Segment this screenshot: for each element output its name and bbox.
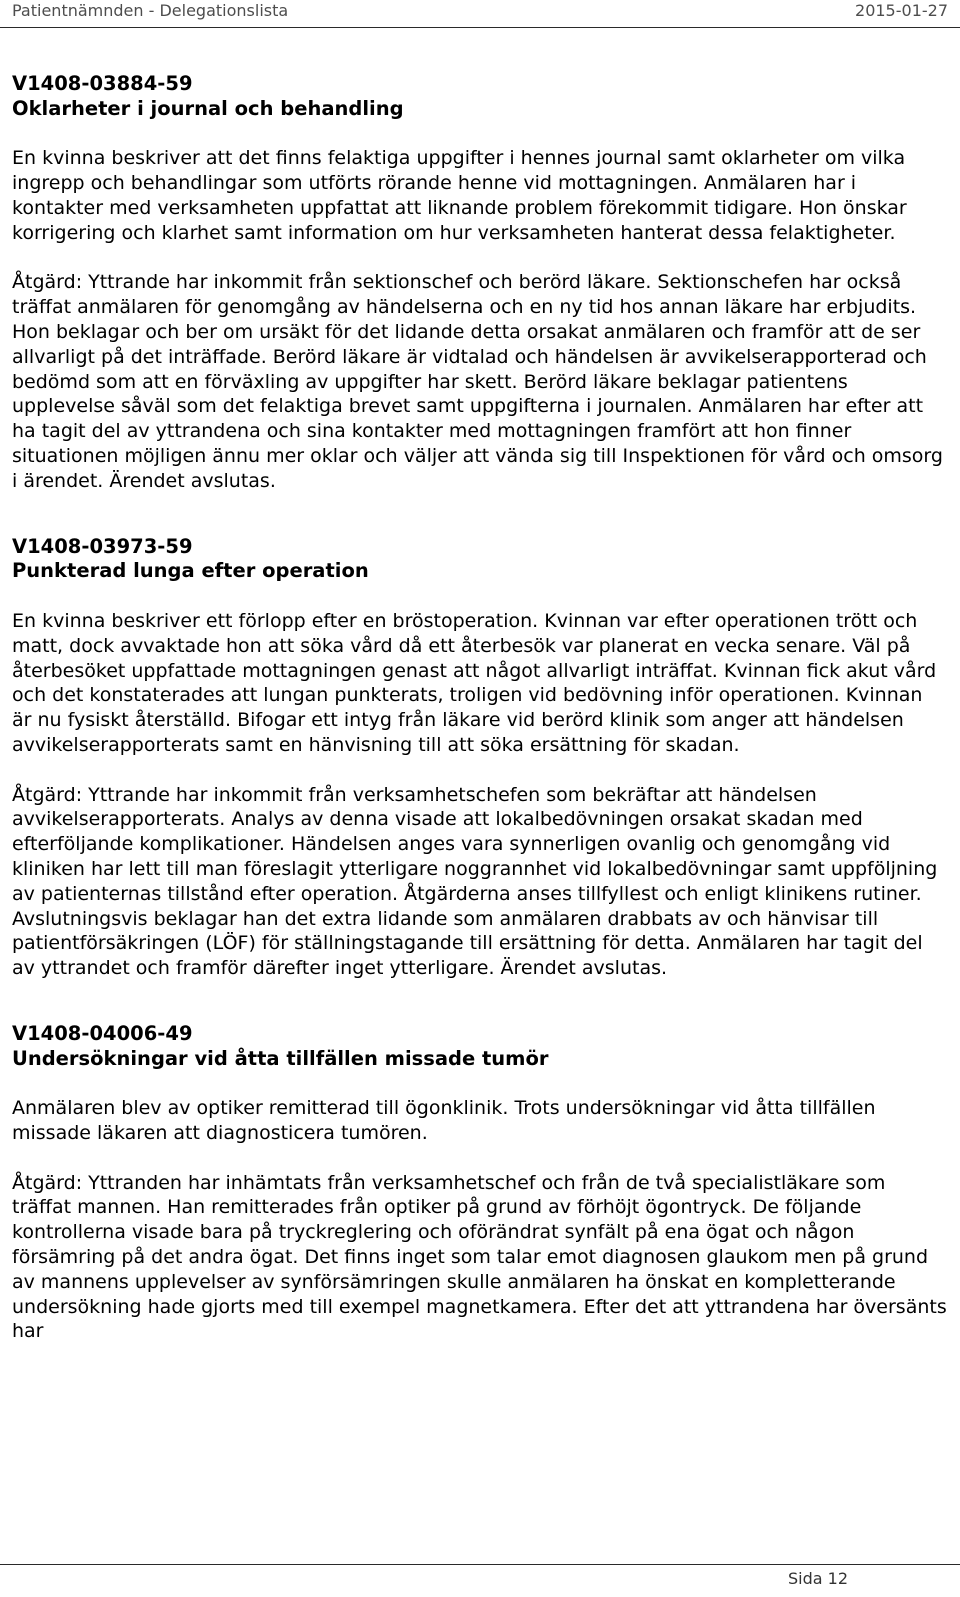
case-action: Åtgärd: Yttrande har inkommit från sektionschef och berörd läkare. Sektionschefen har också träffat anmälaren för genomgång av händelserna och en ny tid hos annan läkare har erbjudits. Hon beklagar och ber om ursäkt för det lidande detta orsakat anmälaren och framför att de ser allvarligt på det inträffade. Berörd läkare är vidtalad och händelsen är avvikelserapporterad och bedömd som att en förväxling av uppgifter har skett. Berörd läkare beklagar patientens upplevelse såväl som det felaktiga brevet samt uppgifterna i journalen. Anmälaren har efter att ha tagit del av yttrandena och sina kontakter med mottagningen framfört att hon finner situationen möjligen ännu mer oklar och väljer att vända sig till Inspektionen för vård och omsorg i ärendet. Ärendet avslutas.: [12, 271, 943, 492]
case-action: Åtgärd: Yttranden har inhämtats från verksamhetschef och från de två specialistläkare som träffat mannen. Han remitterades från optiker på grund av förhöjt ögontryck. De följande kontrollerna visade bara på tryckreglering och oförändrat synfält på ena ögat och någon försämring på det andra ögat. Det finns inget som talar emot diagnosen glaukom men på grund av mannens upplevelser av synförsämringen skulle anmälaren ha önskat en kompletterande undersökning hade gjorts med till exempel magnetkamera. Efter det att yttrandena har översänts har: [12, 1171, 947, 1343]
document-date: 2015-01-27: [855, 1, 948, 20]
page-number: Sida 12: [787, 1569, 848, 1588]
case-description: En kvinna beskriver att det finns felaktiga uppgifter i hennes journal samt oklarheter om vilka ingrepp och behandlingar som utförts rörande henne vid mottagningen. Anmälaren har i kontakter med verksamheten uppfattat att liknande problem förekommit tidigare. Hon önskar korrigering och klarhet samt information om hur verksamheten hanterat dessa felaktigheter.: [12, 147, 907, 244]
case-id: V1408-03884-59: [12, 72, 193, 95]
case-action: Åtgärd: Yttrande har inkommit från verksamhetschefen som bekräftar att händelsen avvikelserapporterats. Analys av denna visade att lokalbedövningen orsakat skadan med efterföljande komplikationer. Händelsen anges vara synnerligen ovanlig och genomgång vid kliniken har lett till man föreslagit ytterligare noggrannhet vid lokalbedövningar samt uppföljning av patienternas tillstånd efter operation. Åtgärderna anses tillfyllest och enligt klinikens rutiner. Avslutningsvis beklagar han det extra lidande som anmälaren drabbats av och hänvisar till patientförsäkringen (LÖF) för ställningstagande till ersättning för detta. Anmälaren har tagit del av yttrandet och framför därefter inget ytterligare. Ärendet avslutas.: [12, 783, 938, 980]
case-description: En kvinna beskriver ett förlopp efter en bröstoperation. Kvinnan var efter operationen trött och matt, dock avvaktade hon att söka vård då ett återbesök var planerat en vecka senare. Väl på återbesöket uppfattade mottagningen genast att något allvarligt inträffat. Kvinnan fick akut vård och det konstaterades att lungan punkterats, troligen vid bedövning inför operationen. Kvinnan är nu fysiskt återställd. Bifogar ett intyg från läkare vid berörd klinik som anger att händelsen avvikelserapporterats samt en hänvisning till att söka ersättning för skadan.: [12, 609, 937, 756]
case-id: V1408-03973-59: [12, 534, 193, 558]
case-title: Oklarheter i journal och behandling: [12, 96, 404, 120]
case-id: V1408-04006-49: [12, 1021, 193, 1045]
case-entry: [12, 1022, 947, 1344]
page-header: [0, 0, 960, 30]
header-divider: [0, 27, 960, 28]
page-footer: [0, 1557, 960, 1597]
document-title: Patientnämnden - Delegationslista: [12, 1, 289, 20]
case-title: Punkterad lunga efter operation: [12, 559, 369, 583]
document-body: [12, 72, 947, 1344]
footer-divider: [0, 1564, 960, 1565]
case-entry: [12, 535, 947, 981]
case-description: Anmälaren blev av optiker remitterad till ögonklinik. Trots undersökningar vid åtta tillfällen missade läkaren att diagnosticera tumören.: [12, 1097, 876, 1145]
case-entry: [12, 72, 947, 494]
case-title: Undersökningar vid åtta tillfällen missade tumör: [12, 1046, 549, 1070]
